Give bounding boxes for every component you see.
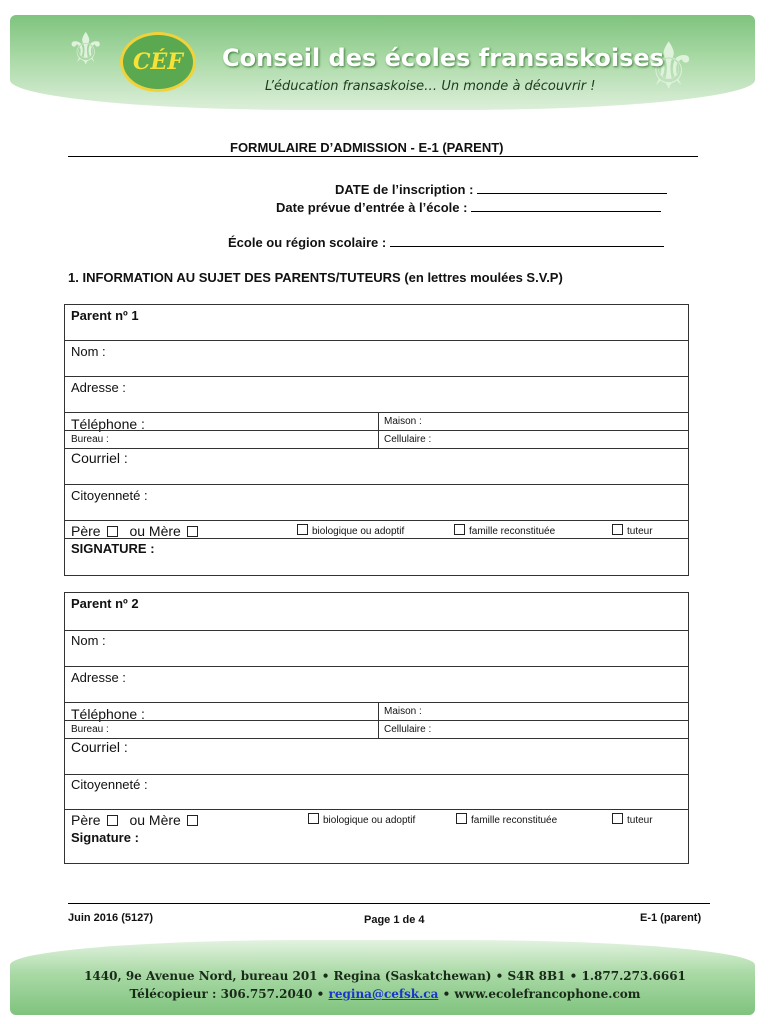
cef-logo: CÉF: [120, 32, 196, 92]
tuteur-option[interactable]: tuteur: [606, 524, 653, 537]
checkbox[interactable]: [107, 526, 118, 537]
date-inscription-field[interactable]: DATE de l’inscription :: [335, 182, 667, 197]
parent-heading: Parent nº 2: [71, 596, 139, 611]
section-heading: 1. INFORMATION AU SUJET DES PARENTS/TUTEURS (en lettres moulées S.V.P): [68, 270, 563, 285]
biologique-option[interactable]: biologique ou adoptif: [291, 524, 404, 537]
checkbox[interactable]: [187, 526, 198, 537]
website-text: • www.ecolefrancophone.com: [442, 987, 641, 1001]
pere-option[interactable]: Père ou Mère: [71, 812, 202, 828]
pere-option[interactable]: Père ou Mère: [71, 523, 202, 539]
fleur-de-lis-icon: ⚜: [66, 24, 106, 75]
nom-field[interactable]: Nom :: [71, 344, 106, 359]
parent-heading: Parent nº 1: [71, 308, 139, 323]
bureau-field[interactable]: Bureau :: [71, 434, 109, 445]
courriel-field[interactable]: Courriel :: [71, 450, 128, 466]
footer-date-code: Juin 2016 (5127): [68, 912, 153, 924]
telephone-label: Téléphone :: [71, 416, 145, 432]
checkbox[interactable]: [187, 815, 198, 826]
footer-divider: [68, 903, 710, 904]
form-title: FORMULAIRE D’ADMISSION - E-1 (PARENT): [230, 140, 504, 155]
title-divider: [68, 156, 698, 157]
checkbox[interactable]: [612, 813, 623, 824]
checkbox[interactable]: [454, 524, 465, 535]
checkbox[interactable]: [456, 813, 467, 824]
footer-form-code: E-1 (parent): [640, 912, 702, 924]
contact-line: Télécopieur : 306.757.2040 • regina@cefsk.ca • www.ecolefrancophone.com: [129, 987, 641, 1001]
email-link[interactable]: regina@cefsk.ca: [328, 987, 439, 1001]
citoyennete-field[interactable]: Citoyenneté :: [71, 777, 148, 792]
cellulaire-field[interactable]: Cellulaire :: [384, 724, 432, 735]
address-line: 1440, 9e Avenue Nord, bureau 201 • Regina (Saskatchewan) • S4R 8B1 • 1.877.273.6661: [84, 969, 686, 983]
adresse-field[interactable]: Adresse :: [71, 670, 126, 685]
checkbox[interactable]: [107, 815, 118, 826]
courriel-field[interactable]: Courriel :: [71, 739, 128, 755]
parent-1-block: [64, 304, 689, 576]
page-number: Page 1 de 4: [364, 914, 425, 926]
org-name: Conseil des écoles fransaskoises: [222, 44, 664, 72]
famille-option[interactable]: famille reconstituée: [448, 524, 555, 537]
cellulaire-field[interactable]: Cellulaire :: [384, 434, 432, 445]
maison-field[interactable]: Maison :: [384, 416, 422, 427]
telephone-label: Téléphone :: [71, 706, 145, 722]
date-entree-field[interactable]: Date prévue d’entrée à l’école :: [276, 200, 661, 215]
nom-field[interactable]: Nom :: [71, 633, 106, 648]
citoyennete-field[interactable]: Citoyenneté :: [71, 488, 148, 503]
bureau-field[interactable]: Bureau :: [71, 724, 109, 735]
biologique-option[interactable]: biologique ou adoptif: [302, 813, 415, 826]
famille-option[interactable]: famille reconstituée: [450, 813, 557, 826]
checkbox[interactable]: [297, 524, 308, 535]
adresse-field[interactable]: Adresse :: [71, 380, 126, 395]
signature-field[interactable]: SIGNATURE :: [71, 541, 155, 556]
parent-2-block: [64, 592, 689, 864]
checkbox[interactable]: [308, 813, 319, 824]
ecole-region-field[interactable]: École ou région scolaire :: [228, 235, 664, 250]
org-tagline: L’éducation fransaskoise… Un monde à découvrir !: [265, 79, 596, 94]
maison-field[interactable]: Maison :: [384, 706, 422, 717]
fleur-de-lis-icon: ⚜: [640, 30, 698, 104]
checkbox[interactable]: [612, 524, 623, 535]
tuteur-option[interactable]: tuteur: [606, 813, 653, 826]
signature-field[interactable]: Signature :: [71, 830, 139, 845]
